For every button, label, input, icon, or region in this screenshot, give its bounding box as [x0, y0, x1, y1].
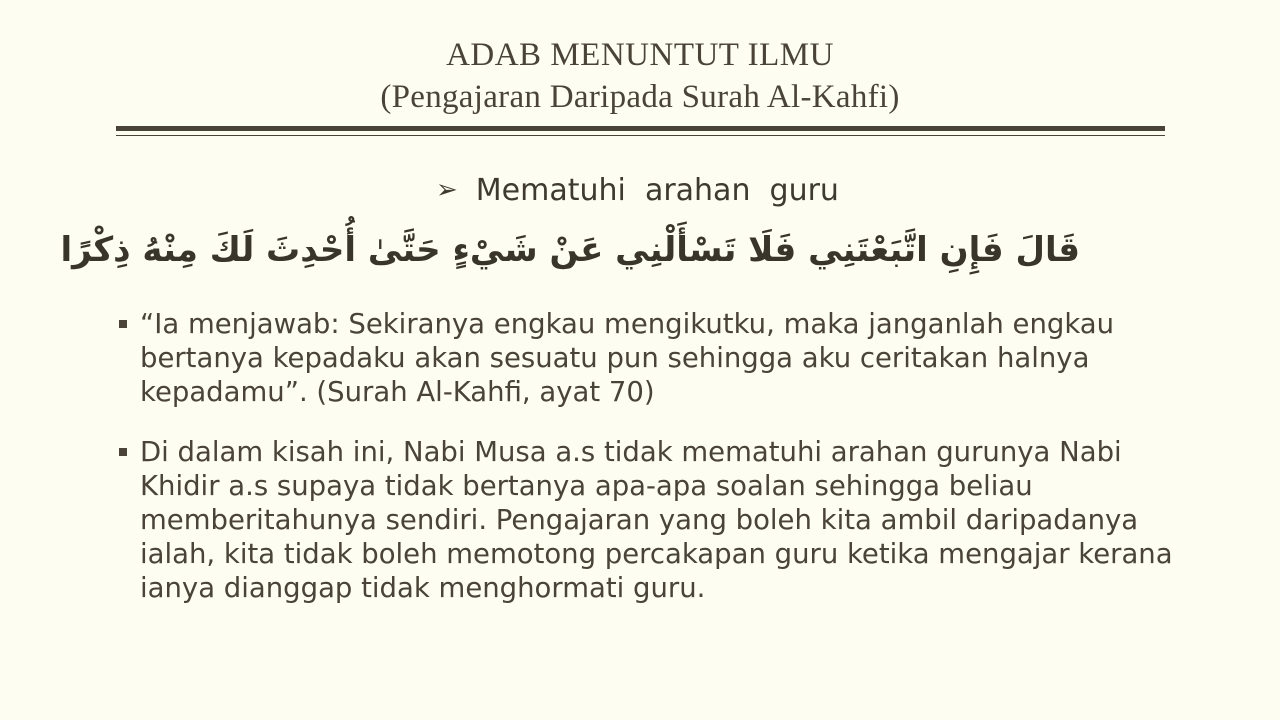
square-bullet-icon — [119, 320, 127, 328]
arabic-verse: قَالَ فَإِنِ اتَّبَعْتَنِي فَلَا تَسْأَلْنِي عَنْ شَيْءٍ حَتَّىٰ أُحْدِثَ لَكَ مِنْهُ ذِكْرًا — [60, 230, 1080, 270]
subheading-text: Mematuhi arahan guru — [475, 173, 839, 208]
title-divider-thin — [116, 135, 1165, 136]
square-bullet-icon — [119, 448, 127, 456]
bullet-text: Di dalam kisah ini, Nabi Musa a.s tidak mematuhi arahan gurunya Nabi Khidir a.s supaya tidak bertanya apa-apa soalan sehingga beliau memberitahunya sendiri. Pengajaran yang boleh kita ambil daripadanya ialah, kita tidak boleh memotong percakapan guru ketika mengajar kerana ianya dianggap tidak menghormati guru. — [140, 436, 1173, 604]
arrow-right-icon: ➢ — [436, 175, 458, 205]
bullet-text: “Ia menjawab: Sekiranya engkau mengikutku, maka janganlah engkau bertanya kepadaku akan sesuatu pun sehingga aku ceritakan halnya kepadamu”. (Surah Al-Kahfi, ayat 70) — [140, 308, 1115, 408]
title-divider-thick — [116, 126, 1165, 131]
title-block — [0, 34, 1280, 118]
bullet-item — [116, 435, 1176, 605]
slide-subtitle: (Pengajaran Daripada Surah Al-Kahfi) — [380, 79, 900, 115]
bullet-list — [116, 307, 1176, 631]
bullet-item — [116, 307, 1176, 409]
subheading — [436, 170, 839, 211]
slide-title: ADAB MENUNTUT ILMU — [446, 37, 834, 73]
